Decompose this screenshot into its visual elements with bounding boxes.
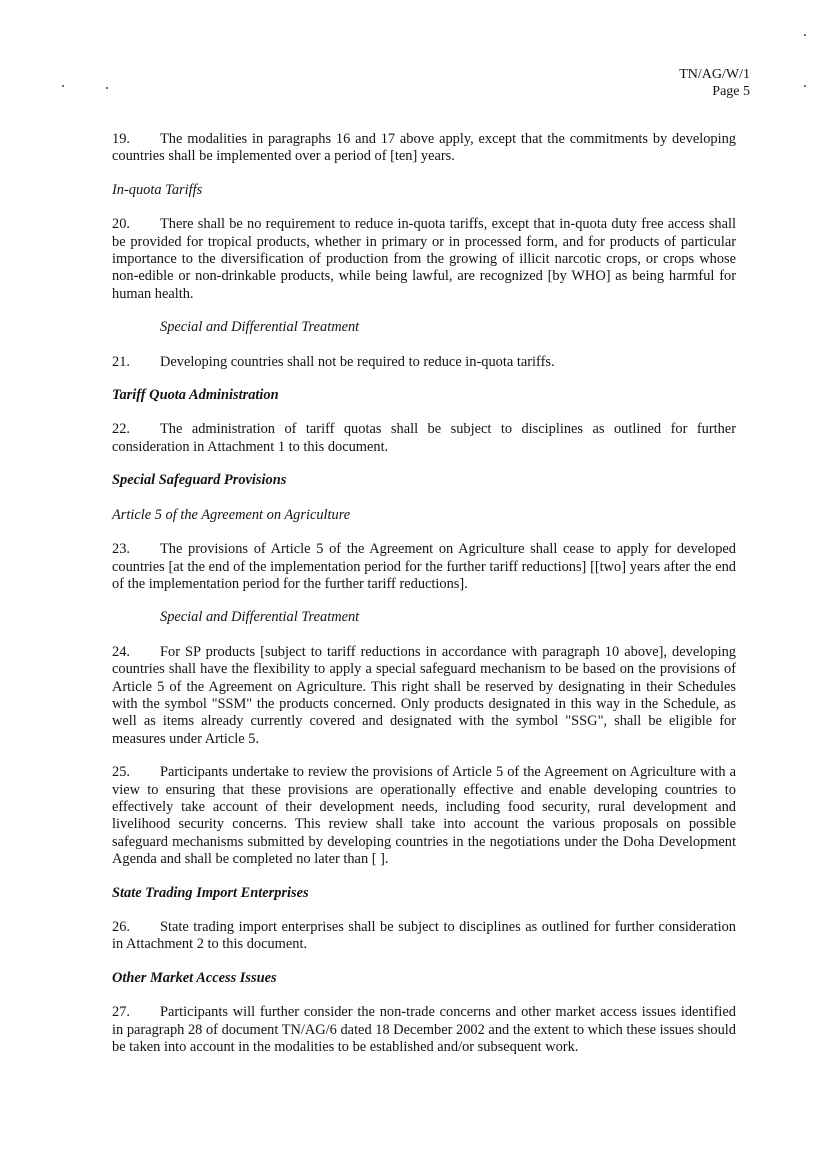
page-number: Page 5 (712, 84, 750, 99)
heading-tariff-quota-administration: Tariff Quota Administration (112, 387, 279, 404)
heading-special-safeguard-provisions: Special Safeguard Provisions (112, 472, 287, 489)
paragraph-20 (112, 216, 736, 303)
paragraph-23 (112, 541, 736, 593)
heading-special-differential-treatment: Special and Differential Treatment (160, 609, 360, 626)
document-body (112, 131, 736, 1072)
paragraph-25 (112, 764, 736, 868)
paragraph-number: 20. (112, 216, 130, 233)
document-symbol: TN/AG/W/1 (679, 67, 750, 82)
paragraph-text: The provisions of Article 5 of the Agreement on Agriculture shall cease to apply for developed countries [at the end of the implementation period for the further tariff reductions] [[two] years after the end of the implementation period for the further tariff reductions]. (112, 541, 736, 592)
paragraph-text: State trading import enterprises shall be subject to disciplines as outlined for further consideration in Attachment 2 to this document. (112, 919, 736, 953)
paragraph-number: 25. (112, 764, 130, 781)
paragraph-text: Participants undertake to review the provisions of Article 5 of the Agreement on Agriculture with a view to ensuring that these provisions are operationally effective and enable developing countries to effectively take account of their development needs, including food security, rural development and livelihood security concerns. This review shall take into account the various proposals on possible safeguard mechanisms submitted by developing countries in the negotiations under the Doha Development Agenda and shall be completed no later than [ ]. (112, 764, 736, 868)
paragraph-26 (112, 919, 736, 954)
heading-article-5: Article 5 of the Agreement on Agriculture (112, 506, 351, 523)
paragraph-number: 27. (112, 1004, 130, 1021)
paragraph-24 (112, 644, 736, 748)
paragraph-text: For SP products [subject to tariff reductions in accordance with paragraph 10 above], developing countries shall have the flexibility to apply a special safeguard mechanism to be based on the provisions of Article 5 of the Agreement on Agriculture. This right shall be reserved by designating in their Schedules with the symbol "SSM" the products concerned. Only products designated in this way in the Schedule, as well as items already currently covered and designated with the symbol "SSG", shall be eligible for measures under Article 5. (112, 643, 736, 747)
paragraph-27 (112, 1004, 736, 1056)
paragraph-number: 24. (112, 643, 130, 660)
paragraph-19 (112, 131, 736, 166)
paragraph-text: The modalities in paragraphs 16 and 17 above apply, except that the commitments by developing countries shall be implemented over a period of [ten] years. (112, 131, 736, 165)
heading-special-differential-treatment: Special and Differential Treatment (160, 319, 360, 336)
paragraph-number: 23. (112, 541, 130, 558)
paragraph-text: The administration of tariff quotas shall be subject to disciplines as outlined for further consideration in Attachment 1 to this document. (112, 421, 736, 455)
scan-speck (804, 85, 806, 87)
paragraph-22 (112, 421, 736, 456)
page-header (679, 66, 750, 100)
paragraph-text: There shall be no requirement to reduce in-quota tariffs, except that in-quota duty free access shall be provided for tropical products, whether in primary or in processed form, and for products of particular importance to the diversification of production from the growing of illicit narcotic crops, or crops whose non-edible or non-drinkable products, while being lawful, are recognized [by WHO] as being harmful for human health. (112, 216, 736, 302)
scan-speck (804, 34, 806, 36)
paragraph-text: Developing countries shall not be required to reduce in-quota tariffs. (160, 353, 555, 370)
paragraph-number: 19. (112, 131, 130, 147)
paragraph-text: Participants will further consider the non-trade concerns and other market access issues identified in paragraph 28 of document TN/AG/6 dated 18 December 2002 and the extent to which these issues should be taken into account in the modalities to be established and/or subsequent work. (112, 1004, 736, 1056)
paragraph-21 (112, 354, 736, 371)
scan-speck (106, 87, 108, 89)
paragraph-number: 22. (112, 421, 130, 438)
heading-state-trading-import-enterprises: State Trading Import Enterprises (112, 884, 309, 901)
paragraph-number: 21. (112, 353, 130, 370)
heading-in-quota-tariffs: In-quota Tariffs (112, 181, 203, 198)
paragraph-number: 26. (112, 919, 130, 935)
scan-speck (62, 85, 64, 87)
heading-other-market-access-issues: Other Market Access Issues (112, 969, 277, 986)
